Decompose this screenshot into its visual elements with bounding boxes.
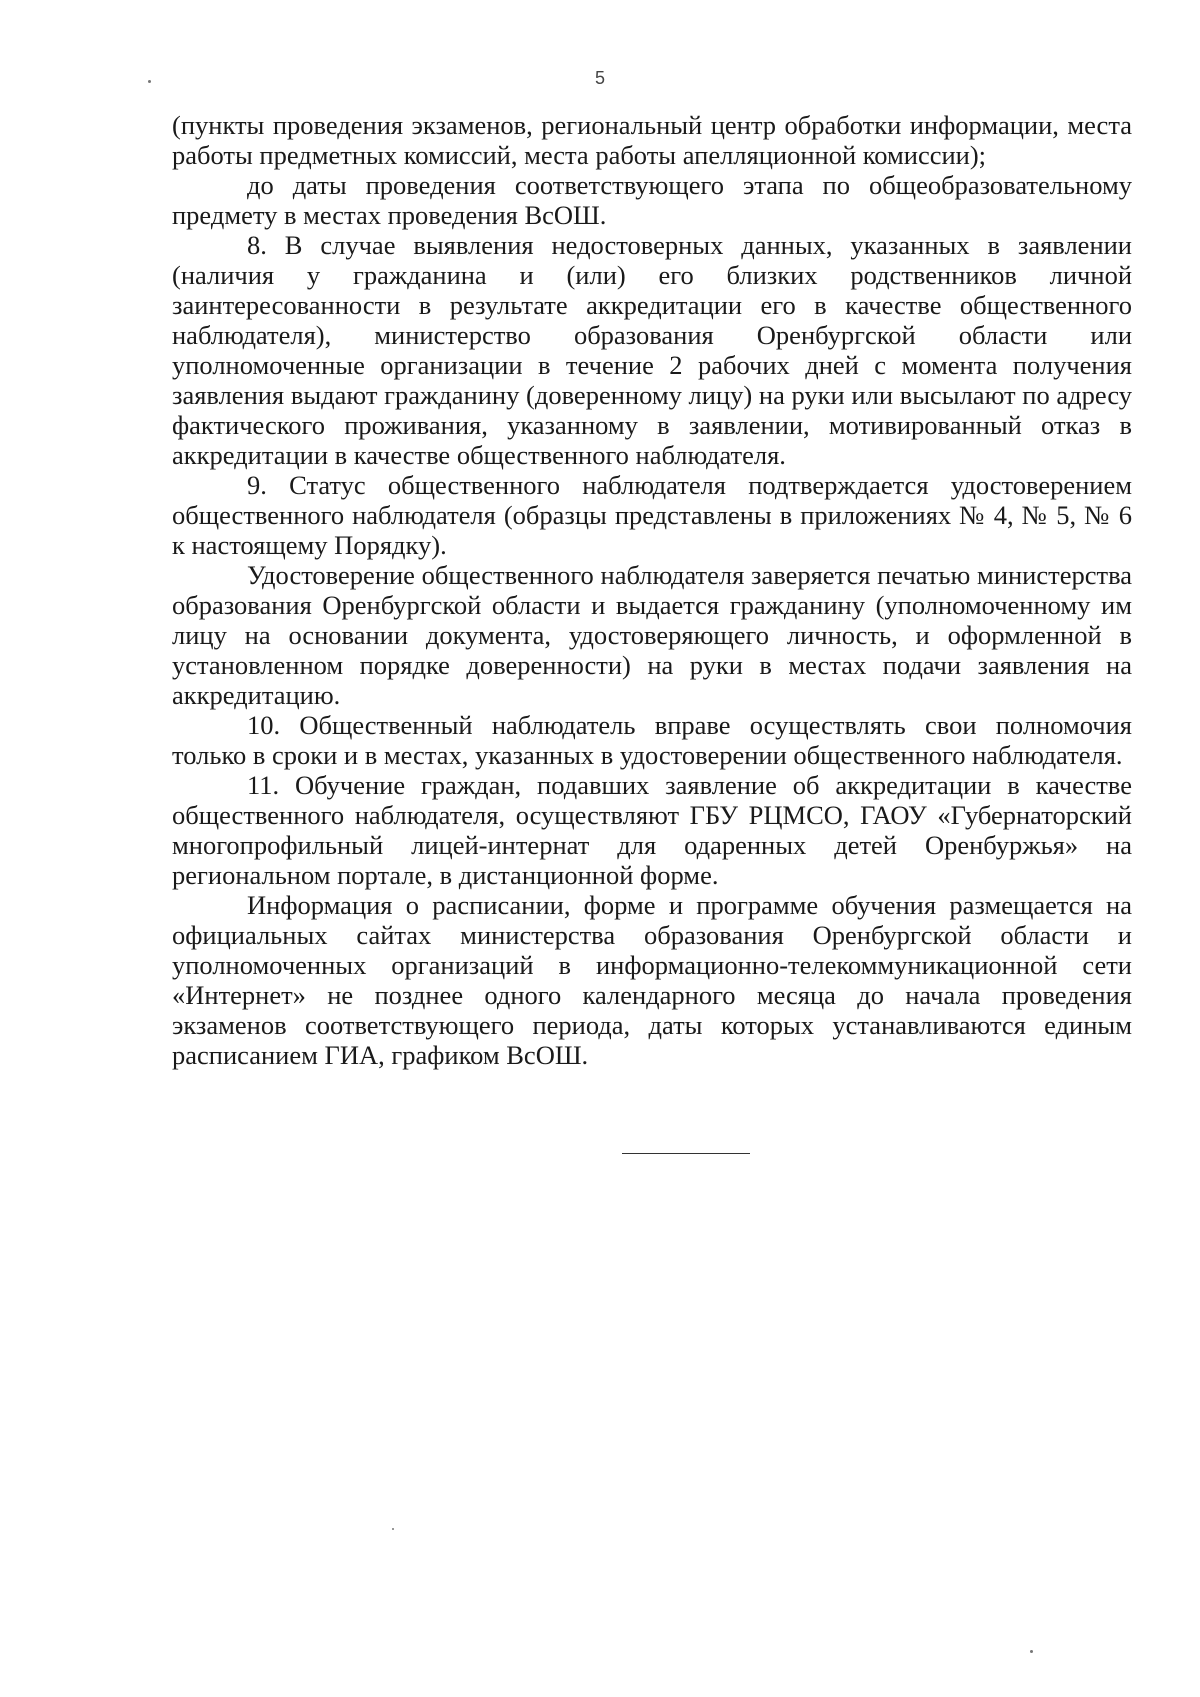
scan-speck bbox=[392, 1528, 394, 1530]
page-number: 5 bbox=[594, 68, 605, 88]
paragraph-clause-10: 10. Общественный наблюдатель вправе осуществлять свои полномочия только в сроки и в местах, указанных в удостоверении общественного наблюдателя. bbox=[172, 710, 1132, 770]
paragraph-continuation: (пункты проведения экзаменов, региональный центр обработки информации, места работы предметных комиссий, места работы апелляционной комиссии); bbox=[172, 110, 1132, 170]
scan-speck bbox=[1030, 1650, 1033, 1653]
document-body bbox=[172, 110, 1132, 1070]
paragraph-deadline: до даты проведения соответствующего этапа по общеобразовательному предмету в местах проведения ВсОШ. bbox=[172, 170, 1132, 230]
scan-speck bbox=[148, 80, 151, 83]
paragraph-clause-8: 8. В случае выявления недостоверных данных, указанных в заявлении (наличия у гражданина и (или) его близких родственников личной заинтересованности в результате аккредитации его в качестве общественного наблюдателя), министерство образования Оренбургской области или уполномоченные организации в течение 2 рабочих дней с момента получения заявления выдают гражданину (доверенному лицу) на руки или высылают по адресу фактического проживания, указанному в заявлении, мотивированный отказ в аккредитации в качестве общественного наблюдателя. bbox=[172, 230, 1132, 470]
paragraph-clause-11: 11. Обучение граждан, подавших заявление об аккредитации в качестве общественного наблюдателя, осуществляют ГБУ РЦМСО, ГАОУ «Губернаторский многопрофильный лицей-интернат для одаренных детей Оренбуржья» на региональном портале, в дистанционной форме. bbox=[172, 770, 1132, 890]
end-of-document-rule bbox=[622, 1153, 750, 1154]
paragraph-certificate: Удостоверение общественного наблюдателя заверяется печатью министерства образования Оренбургской области и выдается гражданину (уполномоченному им лицу на основании документа, удостоверяющего личность, и оформленной в установленном порядке доверенности) на руки в местах подачи заявления на аккредитацию. bbox=[172, 560, 1132, 710]
paragraph-clause-9: 9. Статус общественного наблюдателя подтверждается удостоверением общественного наблюдателя (образцы представлены в приложениях № 4, № 5, № 6 к настоящему Порядку). bbox=[172, 470, 1132, 560]
paragraph-training-info: Информация о расписании, форме и программе обучения размещается на официальных сайтах министерства образования Оренбургской области и уполномоченных организаций в информационно-телекоммуникационной сети «Интернет» не позднее одного календарного месяца до начала проведения экзаменов соответствующего периода, даты которых устанавливаются единым расписанием ГИА, графиком ВсОШ. bbox=[172, 890, 1132, 1070]
